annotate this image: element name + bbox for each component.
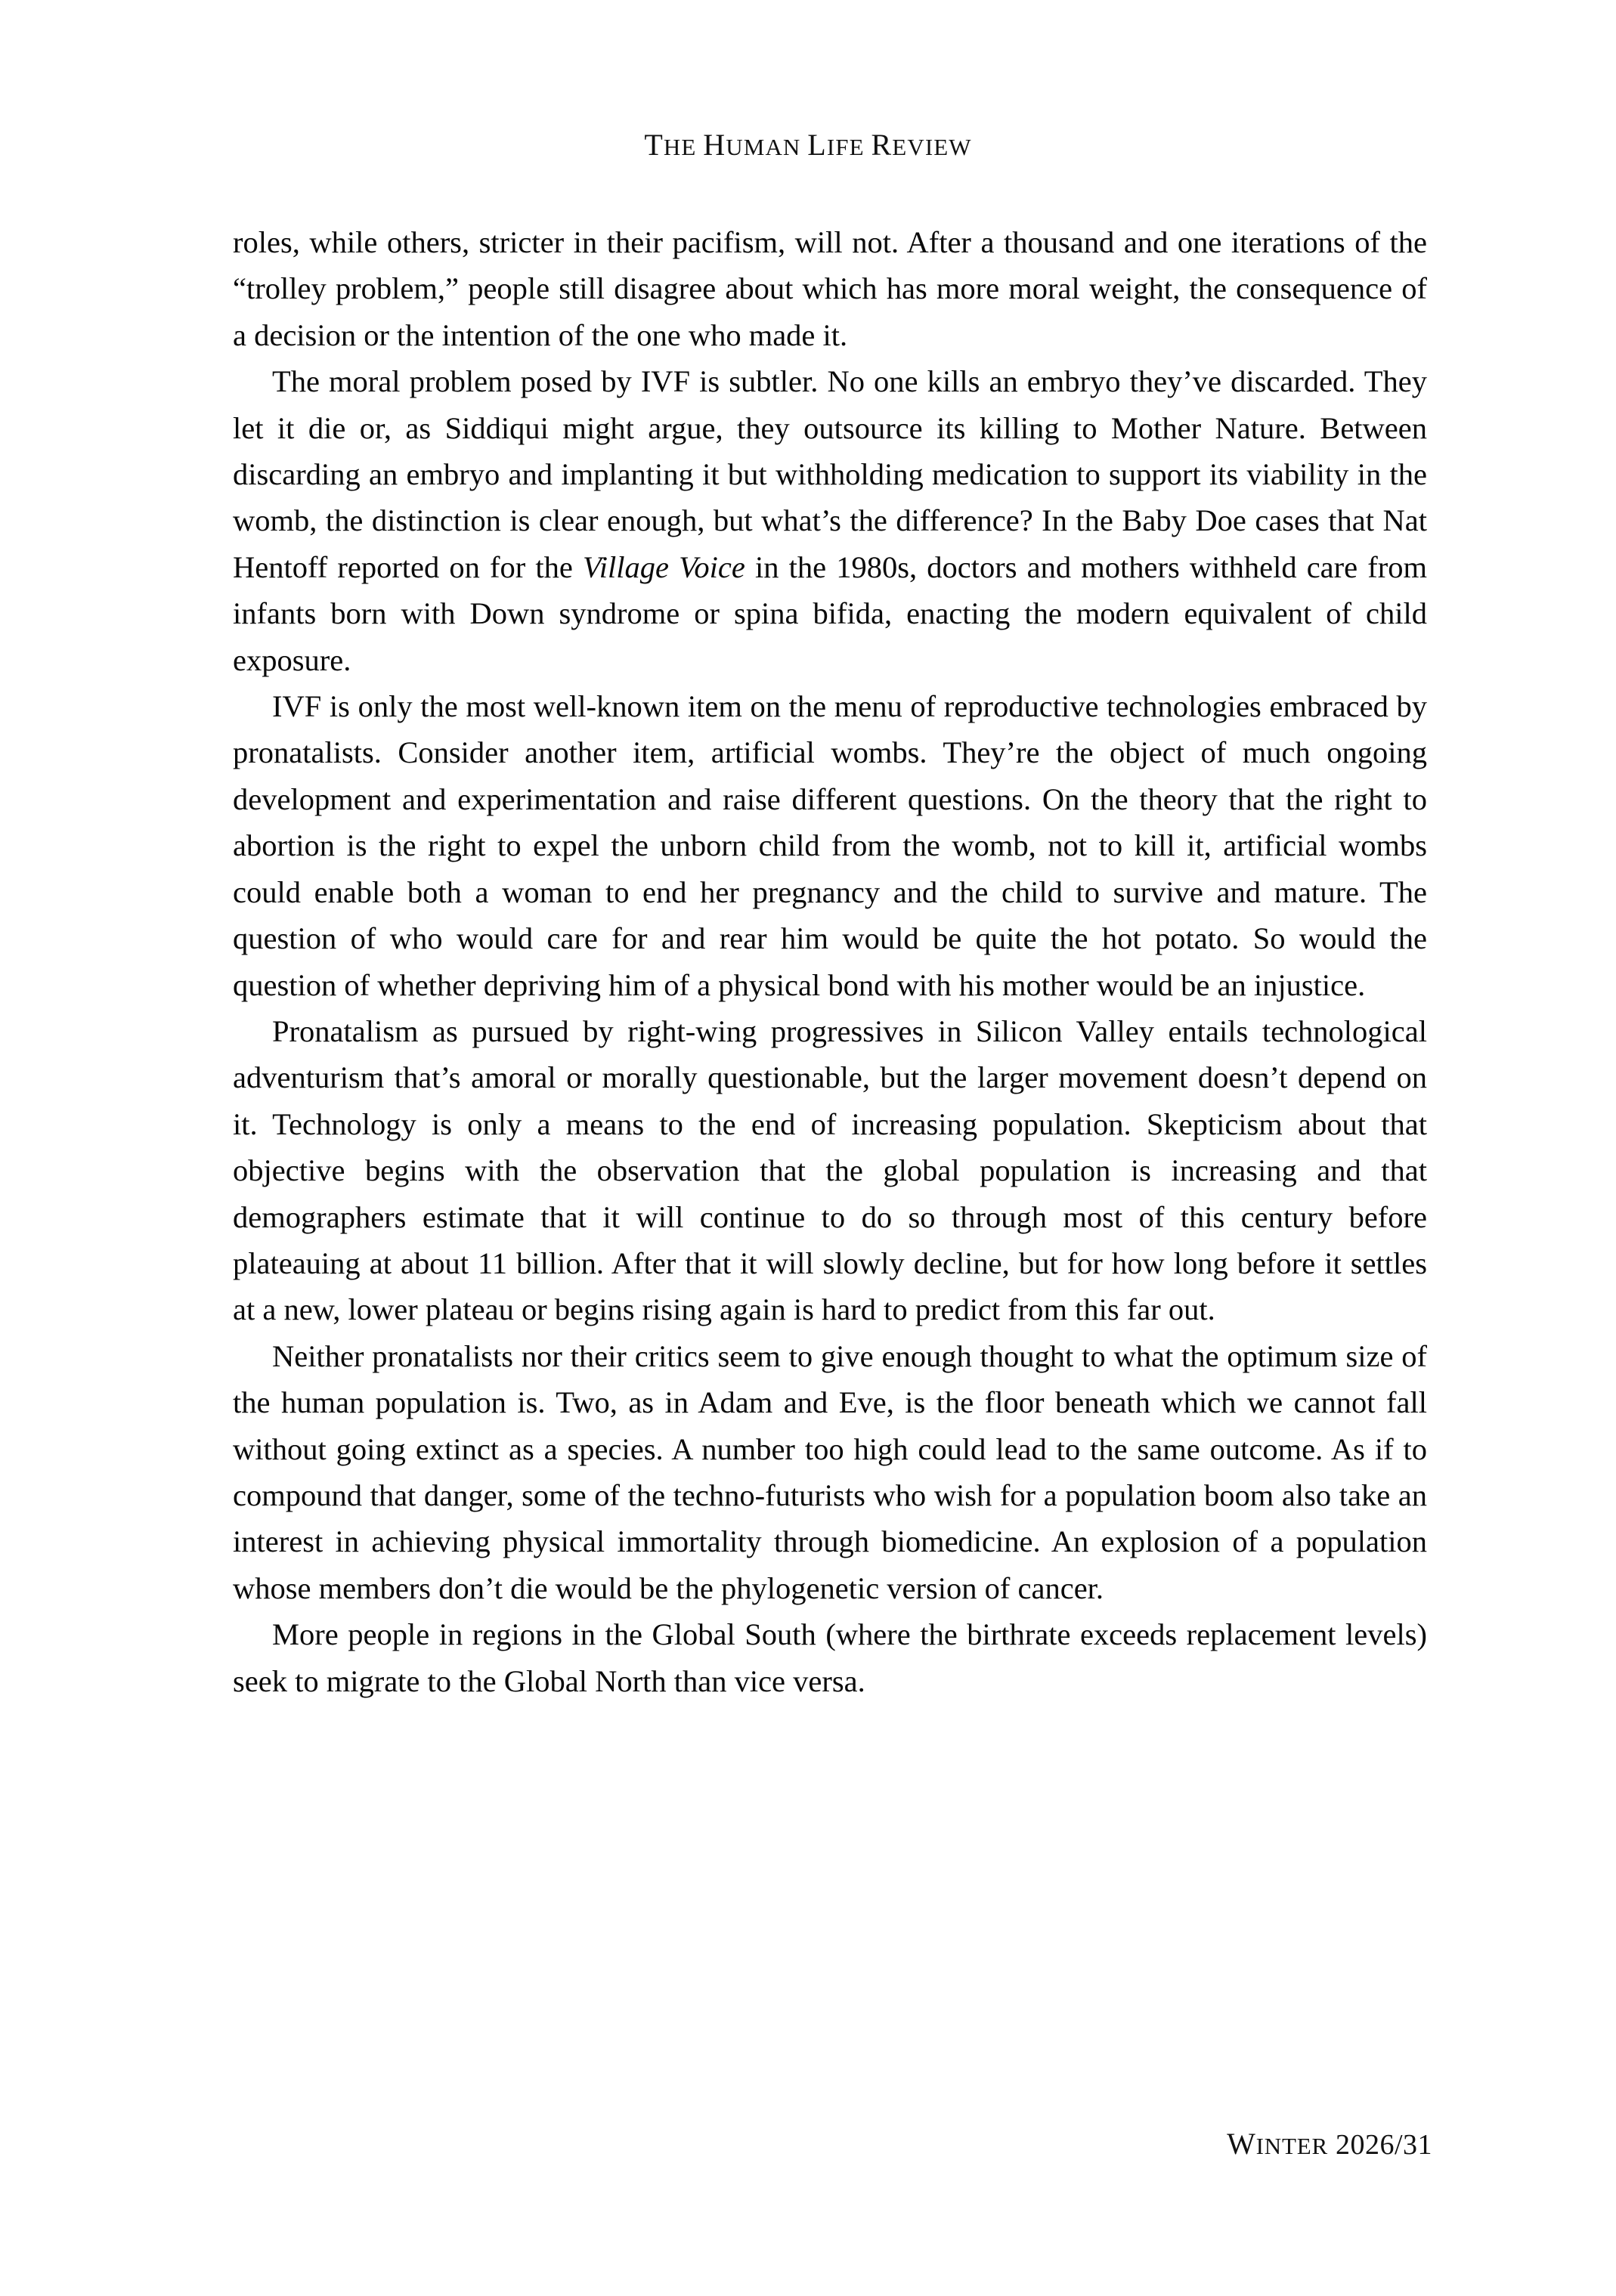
running-head-word-the	[644, 128, 697, 162]
running-head	[0, 127, 1616, 162]
paragraph-pronatalism-silicon-valley: Pronatalism as pursued by right-wing progressives in Silicon Valley entails technological adventurism that’s amoral or morally questionable, but the larger movement doesn’t depend on it. Technology is only a means to the end of increasing population. Skepticism about that objective begins with the observation that the global population is increasing and that demographers estimate that it will continue to do so through most of this century before plateauing at about 11 billion. After that it will slowly decline, but for how long before it settles at a new, lower plateau or begins rising again is hard to predict from this far out.	[233, 1013, 1427, 1327]
running-head-human-rest: UMAN	[726, 134, 801, 160]
body-text-block	[233, 219, 1427, 1704]
running-head-word-life	[807, 128, 865, 162]
running-head-life-cap: L	[807, 128, 827, 162]
running-head-review-rest: EVIEW	[892, 134, 972, 160]
running-head-the-cap: T	[644, 128, 664, 162]
running-head-life-rest: IFE	[826, 134, 865, 160]
running-head-space-3	[865, 134, 871, 160]
page-folio	[0, 2126, 1432, 2161]
paragraph-global-south: More people in regions in the Global South (where the birthrate exceeds replacement levels) seek to migrate to the Global North than vice versa.	[233, 1617, 1427, 1698]
paragraph-optimum-population: Neither pronatalists nor their critics seem to give enough thought to what the optimum size of the human population is. Two, as in Adam and Eve, is the floor beneath which we cannot fall without going extinct as a species. A number too high could lead to the same outcome. As if to compound that danger, some of the techno-futurists who wish for a population boom also take an interest in achieving physical immortality through biomedicine. An explosion of a population whose members don’t die would be the phylogenetic version of cancer.	[233, 1338, 1427, 1605]
folio-season-cap: W	[1227, 2127, 1256, 2161]
paragraph-ivf-moral-problem	[233, 358, 1427, 683]
running-head-space-1	[696, 134, 703, 160]
running-head-word-review	[871, 128, 972, 162]
paragraph-continued: roles, while others, stricter in their pacifism, will not. After a thousand and one iterations of the “trolley problem,” people still disagree about which has more moral weight, the consequence of a decision or the intention of the one who made it.	[233, 225, 1427, 352]
folio-space	[1328, 2129, 1336, 2161]
running-head-review-cap: R	[871, 128, 893, 162]
folio-issue-number: 2026/31	[1335, 2129, 1432, 2161]
running-head-space-2	[800, 134, 807, 160]
paragraph-ivf-text-after-italic: in the 1980s, doctors and mothers withheld care from infants born with Down syndrome or spina bifida, enacting the modern equivalent of child exposure.	[233, 549, 1427, 677]
running-head-the-rest: HE	[663, 134, 697, 160]
paragraph-ivf-text-before-italic: The moral problem posed by IVF is subtler. No one kills an embryo they’ve discarded. They let it die or, as Siddiqui might argue, they outsource its killing to Mother Nature. Between discarding an embryo and implanting it but withholding medication to support its viability in the womb, the distinction is clear enough, but what’s the difference? In the Baby Doe cases that Nat Hentoff reported on for the	[233, 364, 1427, 584]
folio-season-rest: INTER	[1255, 2133, 1328, 2159]
running-head-human-cap: H	[703, 128, 726, 162]
paragraph-artificial-wombs: IVF is only the most well-known item on the menu of reproductive technologies embraced by pronatalists. Consider another item, artificial wombs. They’re the object of much ongoing development and experimentation and raise different questions. On the theory that the right to abortion is the right to expel the unborn child from the womb, not to kill it, artificial wombs could enable both a woman to end her pregnancy and the child to survive and mature. The question of who would care for and rear him would be quite the hot potato. So would the question of whether depriving him of a physical bond with his mother would be an injustice.	[233, 689, 1427, 1002]
publication-title-village-voice: Village Voice	[583, 549, 745, 584]
running-head-word-human	[703, 128, 801, 162]
